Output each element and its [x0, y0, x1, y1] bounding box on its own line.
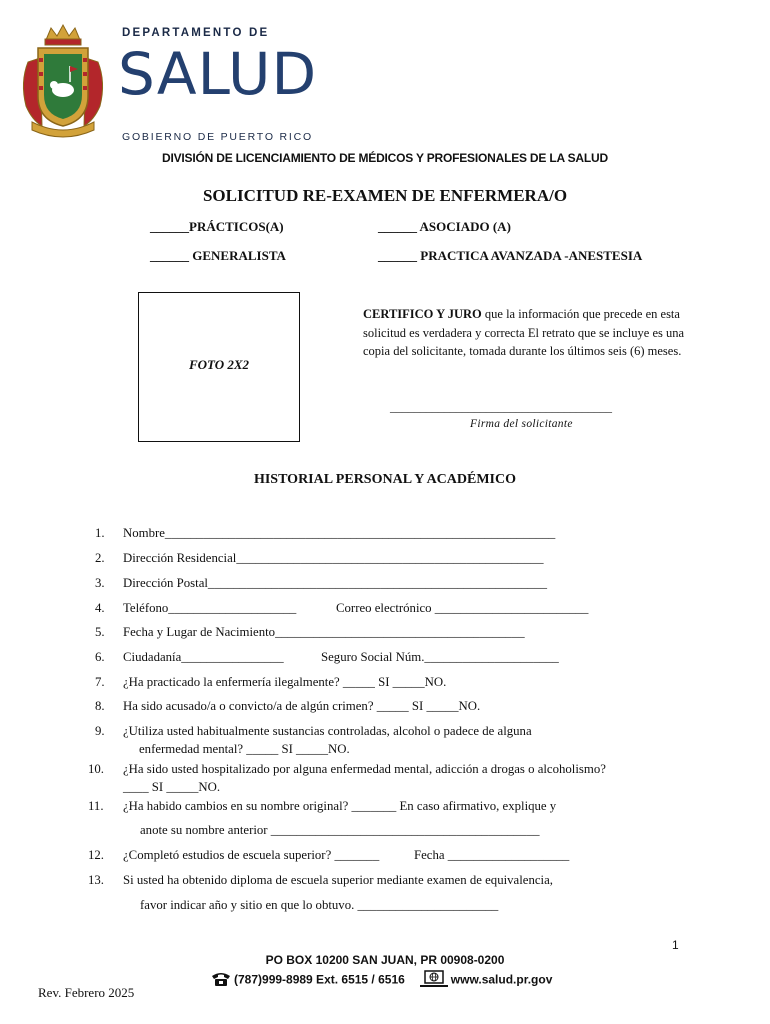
- footer-address: PO BOX 10200 SAN JUAN, PR 00908-0200: [265, 953, 505, 967]
- certification-body: que la información que precede en esta solicitud es verdadera y correcta El retrato que se incluye es una copia del solicitante, tomada durante los últimos seis (6) meses.: [363, 307, 685, 358]
- item-number: 2.: [95, 551, 105, 565]
- option-asociado[interactable]: ______ ASOCIADO (A): [378, 219, 511, 234]
- item-number: 7.: [95, 675, 105, 689]
- item-number: 8.: [95, 699, 105, 713]
- item-continuation: favor indicar año y sitio en que lo obtuvo. ______________________: [140, 898, 499, 912]
- item-text: Si usted ha obtenido diploma de escuela superior mediante examen de equivalencia,: [123, 873, 553, 887]
- phone-icon: [210, 971, 232, 990]
- page-number: 1: [672, 938, 679, 952]
- item-text: ¿Completó estudios de escuela superior? _______: [123, 848, 380, 862]
- footer-contact: [210, 970, 552, 991]
- globe-monitor-icon: [419, 970, 449, 991]
- signature-line[interactable]: _____________________________________: [390, 400, 612, 414]
- item-number: 9.: [95, 724, 105, 738]
- certification-bold: CERTIFICO Y JURO: [363, 307, 482, 321]
- item-number: 4.: [95, 601, 105, 615]
- department-label: DEPARTAMENTO DE: [122, 27, 270, 39]
- item-second-field: Seguro Social Núm._____________________: [321, 650, 559, 664]
- footer-phone: (787)999-8989 Ext. 6515 / 6516: [234, 972, 405, 987]
- item-text: Dirección Postal_____________________________________________________: [123, 576, 548, 590]
- option-practica-avanzada[interactable]: ______ PRACTICA AVANZADA -ANESTESIA: [378, 248, 643, 263]
- signature-label: Firma del solicitante: [470, 418, 573, 430]
- revision-date: Rev. Febrero 2025: [38, 985, 135, 1000]
- item-number: 10.: [88, 762, 104, 776]
- item-number: 11.: [88, 799, 104, 813]
- item-text: Teléfono____________________: [123, 601, 297, 615]
- item-text: Nombre_____________________________________________________________: [123, 526, 556, 540]
- history-heading: HISTORIAL PERSONAL Y ACADÉMICO: [253, 472, 517, 487]
- item-second-field: Correo electrónico ________________________: [336, 601, 589, 615]
- photo-label: FOTO 2X2: [188, 357, 250, 372]
- item-second-field: Fecha ___________________: [414, 848, 570, 862]
- item-number: 1.: [95, 526, 105, 540]
- item-number: 5.: [95, 625, 105, 639]
- coat-of-arms-seal: [18, 22, 108, 138]
- salud-logo-wordmark: SALUD: [118, 40, 318, 108]
- item-number: 6.: [95, 650, 105, 664]
- item-number: 3.: [95, 576, 105, 590]
- item-text: Ciudadanía________________: [123, 650, 284, 664]
- form-title: SOLICITUD RE-EXAMEN DE ENFERMERA/O: [202, 186, 568, 205]
- item-text: Fecha y Lugar de Nacimiento_______________________________________: [123, 625, 525, 639]
- footer-website[interactable]: www.salud.pr.gov: [450, 972, 553, 987]
- item-text: ¿Ha sido usted hospitalizado por alguna enfermedad mental, adicción a drogas o alcoholismo?: [123, 762, 606, 776]
- division-heading: DIVISIÓN DE LICENCIAMIENTO DE MÉDICOS Y PROFESIONALES DE LA SALUD: [162, 151, 608, 165]
- item-continuation: enfermedad mental? _____ SI _____NO.: [139, 742, 350, 756]
- photo-box: [138, 292, 300, 442]
- item-number: 13.: [88, 873, 104, 887]
- item-text: ¿Ha practicado la enfermería ilegalmente? _____ SI _____NO.: [123, 675, 447, 689]
- item-text: Dirección Residencial________________________________________________: [123, 551, 544, 565]
- certification-text: [363, 305, 693, 361]
- item-number: 12.: [88, 848, 104, 862]
- item-continuation: ____ SI _____NO.: [123, 780, 221, 794]
- item-text: ¿Utiliza usted habitualmente sustancias controladas, alcohol o padece de alguna: [123, 724, 532, 738]
- government-label: GOBIERNO DE PUERTO RICO: [122, 131, 313, 143]
- option-practicos[interactable]: ______PRÁCTICOS(A): [150, 219, 284, 234]
- item-continuation: anote su nombre anterior __________________________________________: [140, 823, 540, 837]
- option-generalista[interactable]: ______ GENERALISTA: [150, 248, 286, 263]
- item-text: ¿Ha habido cambios en su nombre original? _______ En caso afirmativo, explique y: [123, 799, 557, 813]
- item-text: Ha sido acusado/a o convicto/a de algún crimen? _____ SI _____NO.: [123, 699, 481, 713]
